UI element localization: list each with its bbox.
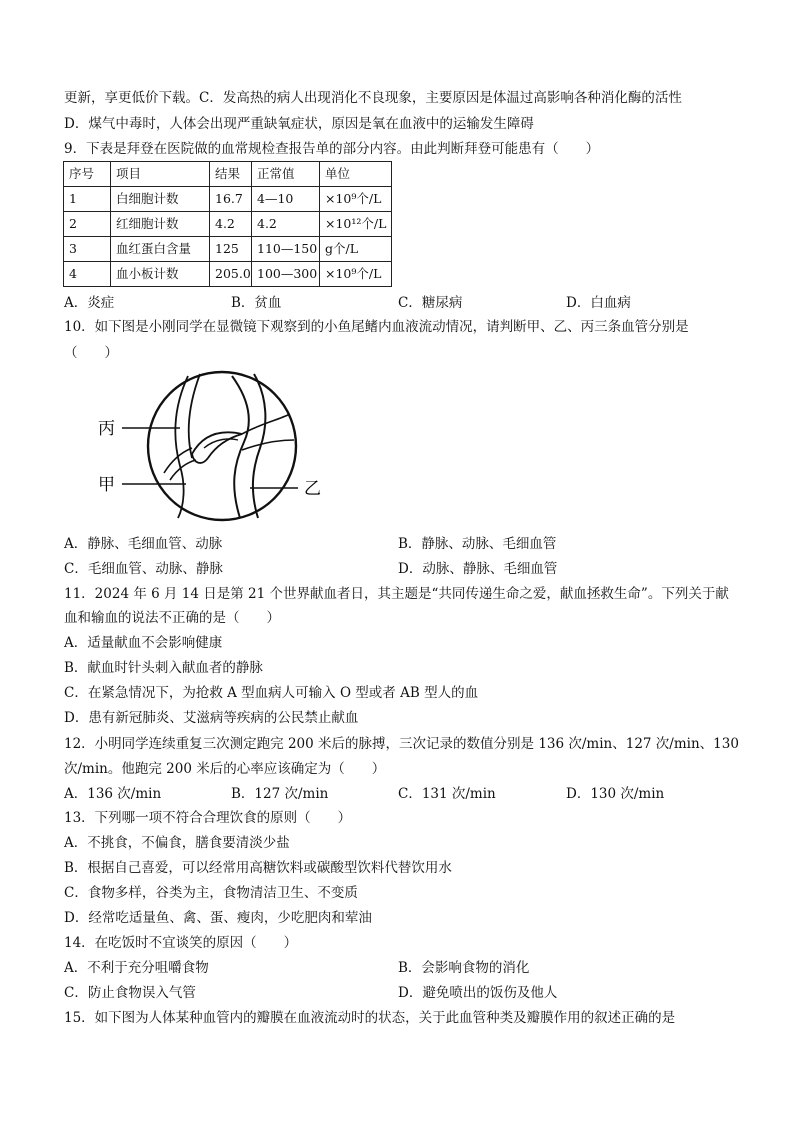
table-cell: 白细胞计数 [111, 187, 210, 212]
q14-option-b: B．会影响食物的消化 [398, 960, 530, 976]
q10-stem-line-1: 10．如下图是小刚同学在显微镜下观察到的小鱼尾鳍内血液流动情况，请判断甲、乙、丙三条血管分别是 [64, 319, 689, 335]
header-cell: 正常值 [252, 162, 320, 187]
capillary-shape [192, 432, 242, 463]
table-row [64, 237, 392, 262]
table-header-row [64, 162, 392, 187]
q11-option-d: D．患有新冠肺炎、艾滋病等疾病的公民禁止献血 [64, 710, 359, 726]
table-cell: ×10¹²个/L [320, 212, 392, 237]
q13-option-b: B．根据自己喜爱，可以经常用高糖饮料或碳酸型饮料代替饮用水 [64, 860, 452, 876]
q10-option-d: D．动脉、静脉、毛细血管 [398, 561, 558, 577]
table-row [64, 187, 392, 212]
intro-line-1: 更新，享更低价下载。C．发高热的病人出现消化不良现象，主要原因是体温过高影响各种消化酶的活性 [64, 90, 682, 106]
table-row [64, 262, 392, 287]
q12-option-c: C．131 次/min [398, 786, 496, 802]
q14-option-a: A．不利于充分咀嚼食物 [64, 960, 209, 976]
q9-option-c: C．糖尿病 [398, 295, 463, 311]
label-bing: 丙 [98, 419, 115, 439]
q12-option-a: A．136 次/min [64, 786, 162, 802]
table-cell: 血红蛋白含量 [111, 237, 210, 262]
table-cell: 4.2 [210, 212, 252, 237]
table-cell: 4—10 [252, 187, 320, 212]
blood-test-table [63, 161, 392, 287]
q14-stem: 14．在吃饭时不宜谈笑的原因（ ） [64, 935, 298, 951]
table-cell: 3 [64, 237, 111, 262]
q12-option-b: B．127 次/min [231, 786, 329, 802]
q11-option-a: A．适量献血不会影响健康 [64, 635, 223, 651]
table-cell: 110—150 [252, 237, 320, 262]
table-cell: 血小板计数 [111, 262, 210, 287]
table-row [64, 212, 392, 237]
vessel-line [232, 376, 249, 518]
table-cell: g个/L [320, 237, 392, 262]
table-cell: 1 [64, 187, 111, 212]
table-cell: 16.7 [210, 187, 252, 212]
q10-option-b: B．静脉、动脉、毛细血管 [398, 536, 557, 552]
microscope-field-circle [148, 372, 296, 520]
q11-option-b: B．献血时针头刺入献血者的静脉 [64, 660, 263, 676]
table-cell: 2 [64, 212, 111, 237]
q10-option-c: C．毛细血管、动脉、静脉 [64, 561, 223, 577]
table-cell: 4.2 [252, 212, 320, 237]
q13-option-c: C．食物多样，谷类为主，食物清洁卫生、不变质 [64, 885, 358, 901]
q9-option-b: B．贫血 [231, 295, 282, 311]
table-cell: 红细胞计数 [111, 212, 210, 237]
header-cell: 单位 [320, 162, 392, 187]
q12-stem-line-1: 12．小明同学连续重复三次测定跑完 200 米后的脉搏，三次记录的数值分别是 136 次/min、127 次/min、130 [64, 736, 739, 752]
q15-stem: 15．如下图为人体某种血管内的瓣膜在血液流动时的状态，关于此血管种类及瓣膜作用的叙述正确的是 [64, 1010, 676, 1026]
header-cell: 项目 [111, 162, 210, 187]
table-cell: 100—300 [252, 262, 320, 287]
q11-option-c: C．在紧急情况下，为抢救 A 型血病人可输入 O 型或者 AB 型人的血 [64, 685, 479, 701]
table-cell: ×10⁹个/L [320, 262, 392, 287]
q12-option-d: D．130 次/min [566, 786, 665, 802]
vessel-line [175, 376, 188, 518]
vessel-line [242, 440, 294, 450]
label-yi: 乙 [304, 479, 321, 499]
header-cell: 序号 [64, 162, 111, 187]
q10-option-a: A．静脉、毛细血管、动脉 [64, 536, 223, 552]
q13-option-d: D．经常吃适量鱼、禽、蛋、瘦肉，少吃肥肉和荤油 [64, 910, 372, 926]
q13-stem: 13．下列哪一项不符合合理饮食的原则（ ） [64, 810, 352, 826]
q13-option-a: A．不挑食，不偏食，膳食要清淡少盐 [64, 835, 290, 851]
table-cell: 205.0 [210, 262, 252, 287]
q12-stem-line-2: 次/min。他跑完 200 米后的心率应该确定为（ ） [64, 761, 386, 777]
fish-tail-blood-vessel-figure [92, 368, 332, 528]
q11-stem-line-1: 11．2024 年 6 月 14 日是第 21 个世界献血者日，其主题是“共同传递生命之爱，献血拯救生命”。下列关于献 [64, 586, 729, 602]
q14-option-d: D．避免喷出的饭伤及他人 [398, 985, 558, 1001]
q9-option-a: A．炎症 [64, 295, 115, 311]
intro-line-2: D．煤气中毒时，人体会出现严重缺氧症状，原因是氧在血液中的运输发生障碍 [64, 116, 534, 132]
q9-option-d: D．白血病 [566, 295, 631, 311]
q11-stem-line-2: 血和输血的说法不正确的是（ ） [64, 610, 280, 626]
label-jia: 甲 [98, 475, 115, 495]
table-cell: 125 [210, 237, 252, 262]
q14-option-c: C．防止食物误入气管 [64, 985, 196, 1001]
q10-stem-line-2: （ ） [64, 345, 118, 361]
header-cell: 结果 [210, 162, 252, 187]
table-cell: ×10⁹个/L [320, 187, 392, 212]
q9-stem: 9．下表是拜登在医院做的血常规检查报告单的部分内容。由此判断拜登可能患有（ ） [64, 141, 600, 157]
table-cell: 4 [64, 262, 111, 287]
